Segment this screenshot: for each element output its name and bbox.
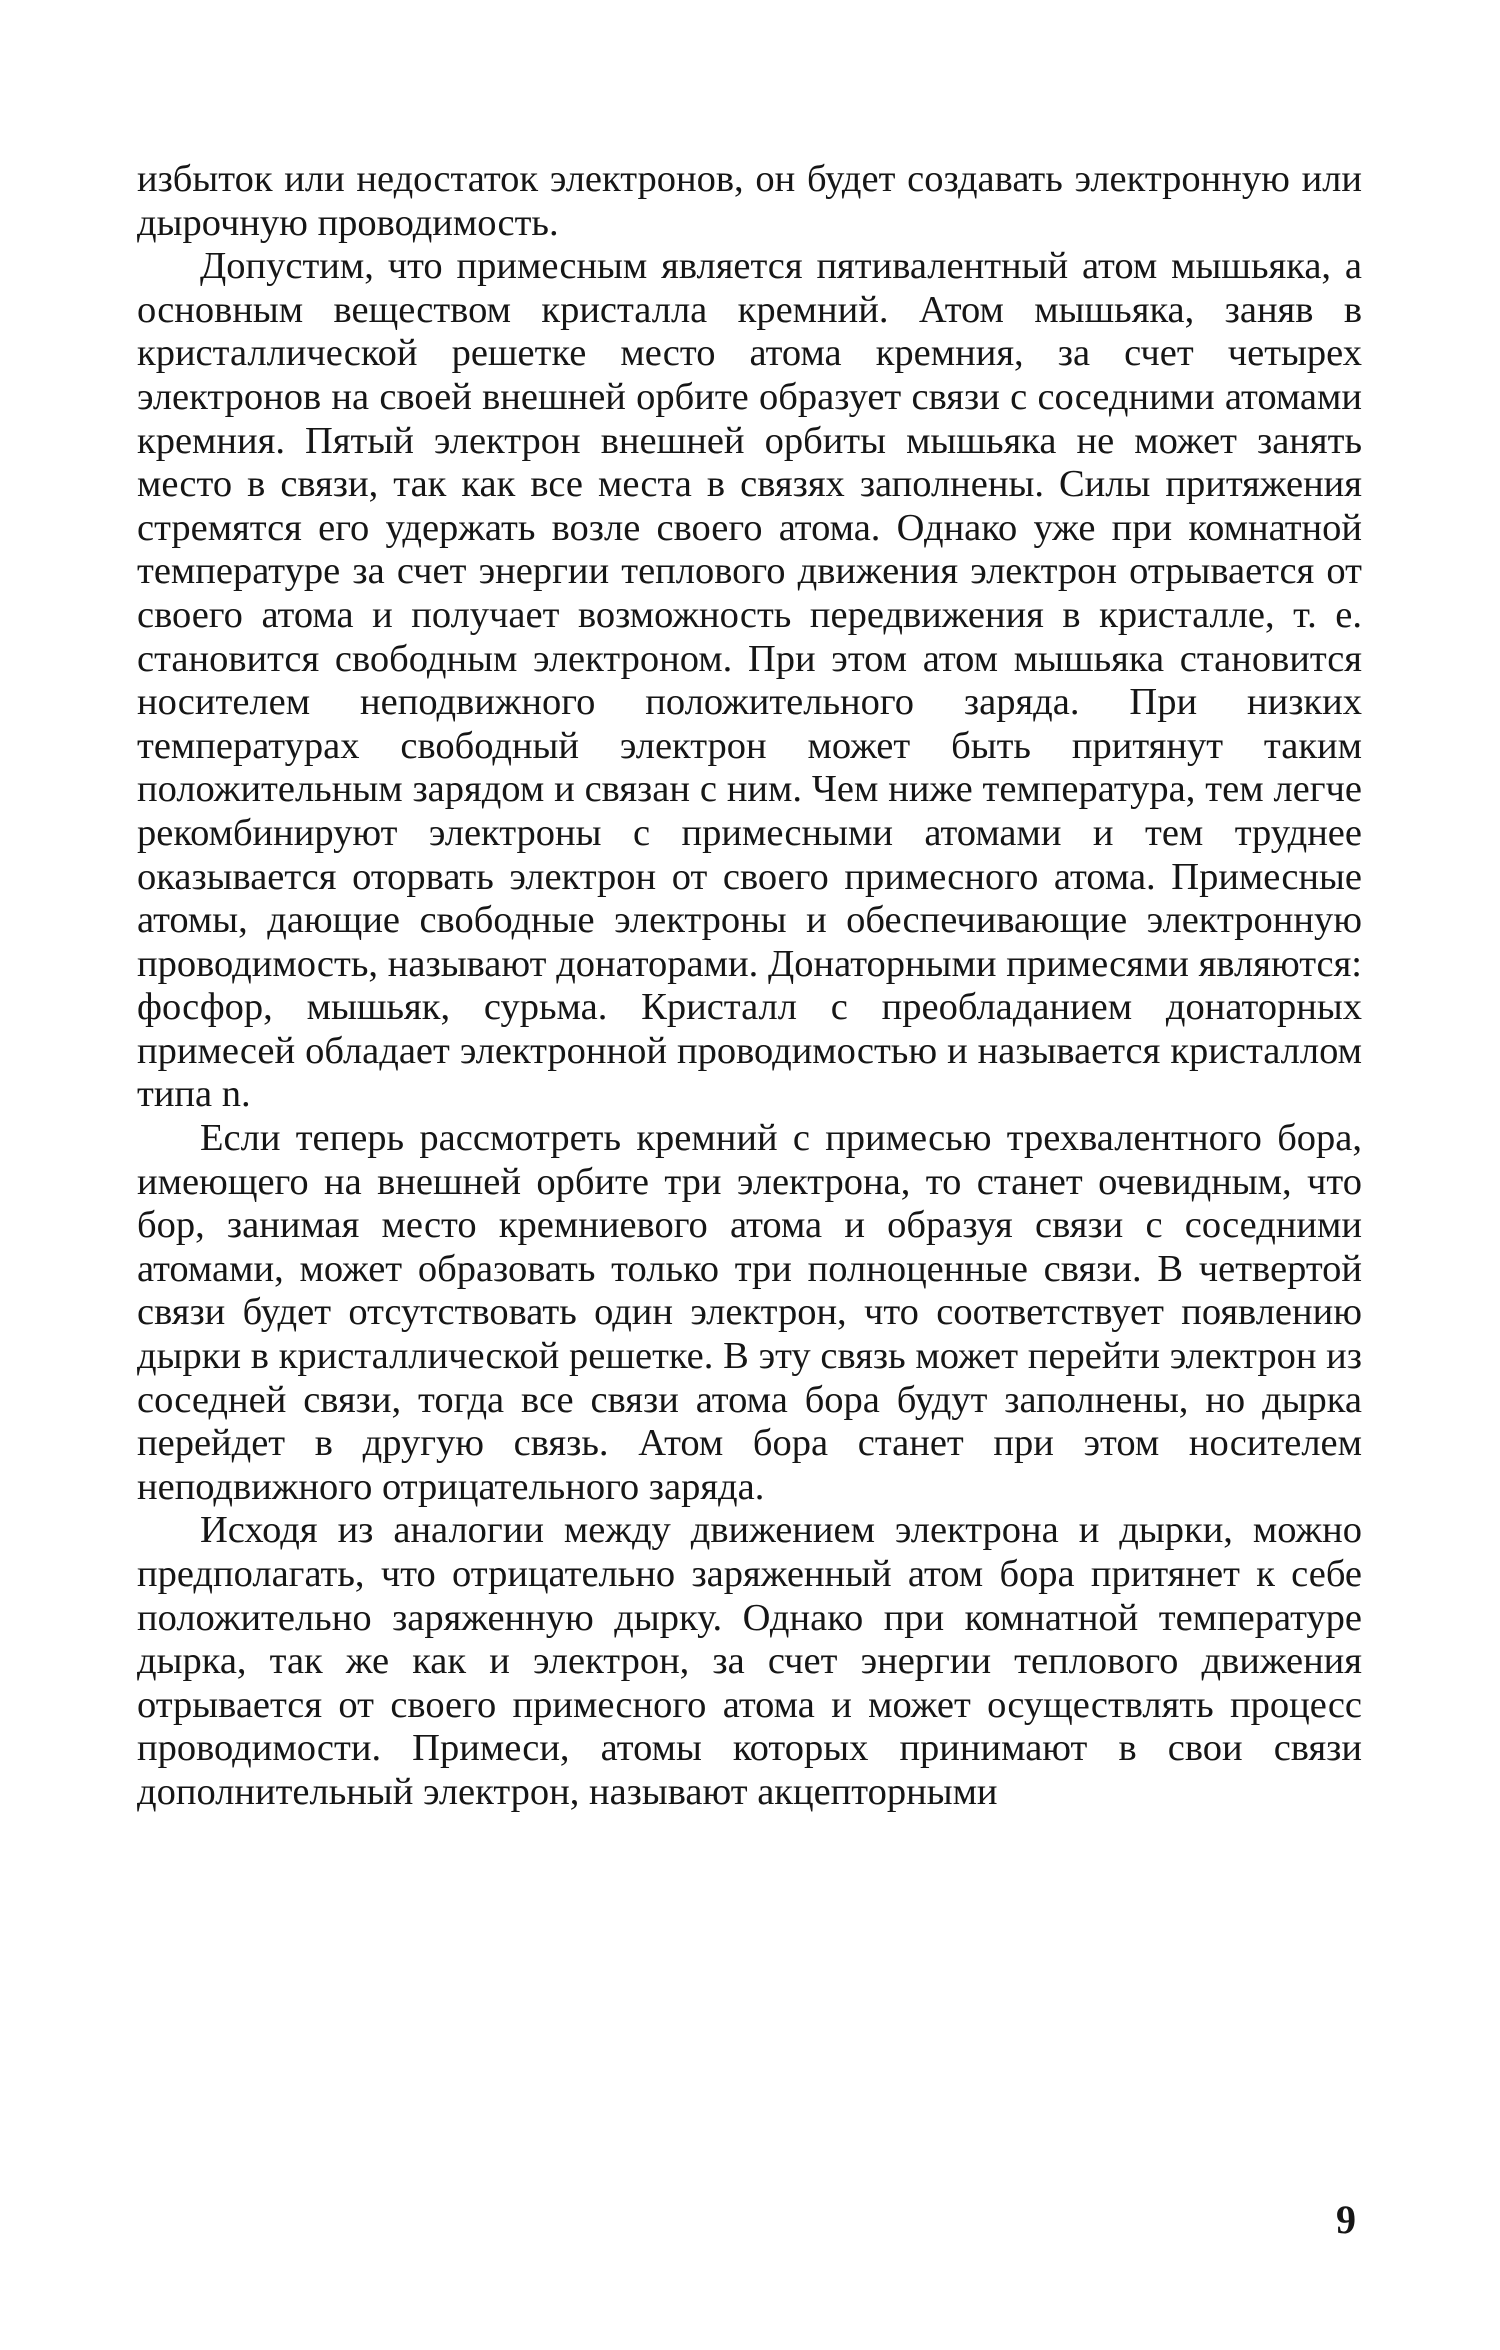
paragraph-boron-impurity: Если теперь рассмотреть кремний с примесью трехвалентного бора, имеющего на внешней орбите три электрона, то станет очевидным, что бор, занимая место кремниевого атома и образуя связи с соседними атомами, может образовать только три полноценные связи. В четвертой связи будет отсутствовать один электрон, что соответствует появлению дырки в кристаллической решетке. В эту связь может перейти электрон из соседней связи, тогда все связи атома бора будут заполнены, но дырка перейдет в другую связь. Атом бора станет при этом носителем неподвижного отрицательного заряда. xyxy=(137,1117,1362,1508)
paragraph-donor-impurities: Допустим, что примесным является пятивалентный атом мышьяка, а основным веществом кристалла кремний. Атом мышьяка, заняв в кристаллической решетке место атома кремния, за счет четырех электронов на своей внешней орбите образует связи с соседними атомами кремния. Пятый электрон внешней орбиты мышьяка не может занять место в связи, так как все места в связях заполнены. Силы притяжения стремятся его удержать возле своего атома. Однако уже при комнатной температуре за счет энергии теплового движения электрон отрывается от своего атома и получает возможность передвижения в кристалле, т. е. становится свободным электроном. При этом атом мышьяка становится носителем неподвижного положительного заряда. При низких температурах свободный электрон может быть притянут таким положительным зарядом и связан с ним. Чем ниже температура, тем легче рекомбинируют электроны с примесными атомами и тем труднее оказывается оторвать электрон от своего примесного атома. Примесные атомы, дающие свободные электроны и обеспечивающие электронную проводимость, называют донаторами. Донаторными примесями являются: фосфор, мышьяк, сурьма. Кристалл с преобладанием донаторных примесей обладает электронной проводимостью и называется кристаллом типа n. xyxy=(137,245,1362,1116)
paragraph-continuation: избыток или недостаток электронов, он будет создавать электронную или дырочную проводимость. xyxy=(137,158,1362,244)
paragraph-acceptor-impurities: Исходя из аналогии между движением электрона и дырки, можно предполагать, что отрицательно заряженный атом бора притянет к себе положительно заряженную дырку. Однако при комнатной температуре дырка, так же как и электрон, за счет энергии теплового движения отрывается от своего примесного атома и может осуществлять процесс проводимости. Примеси, атомы которых принимают в свои связи дополнительный электрон, называют акцепторными xyxy=(137,1509,1362,1813)
body-text xyxy=(137,158,1362,1815)
page-number: 9 xyxy=(1336,2197,1356,2242)
